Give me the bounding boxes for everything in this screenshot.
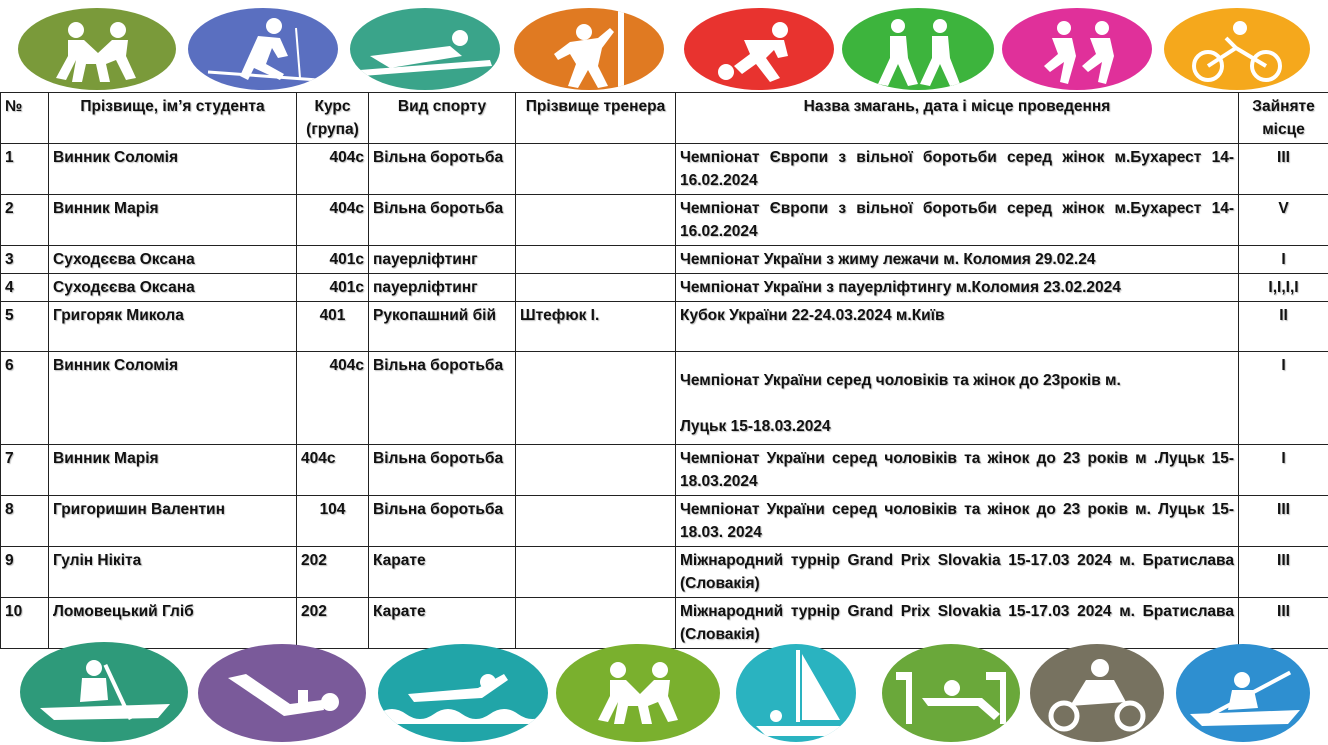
- cell-event: Чемпіонат Європи з вільної боротьби серед жінок м.Бухарест 14-16.02.2024: [676, 195, 1239, 246]
- cell-course: 404с: [297, 195, 369, 246]
- header-num: №: [1, 93, 49, 144]
- cell-name: Ломовецький Гліб: [49, 598, 297, 649]
- cell-sport: Карате: [369, 598, 516, 649]
- kayak-icon: [1176, 644, 1310, 742]
- cell-name: Винник Соломія: [49, 352, 297, 445]
- cell-coach: [516, 246, 676, 274]
- cell-course: 401с: [297, 274, 369, 302]
- cell-course: 104: [297, 496, 369, 547]
- cell-num: 2: [1, 195, 49, 246]
- cell-name: Суходєєва Оксана: [49, 246, 297, 274]
- swimming-icon: [378, 644, 548, 742]
- table-row: [1, 445, 1328, 496]
- cell-event: Чемпіонат України серед чоловіків та жінок до 23 років м. Луцьк 15-18.03. 2024: [676, 496, 1239, 547]
- header-coach: Прізвище тренера: [516, 93, 676, 144]
- table-row: [1, 246, 1328, 274]
- cell-num: 1: [1, 144, 49, 195]
- wrestling-icon: [18, 8, 176, 90]
- cell-name: Гулін Нікіта: [49, 547, 297, 598]
- cell-num: 4: [1, 274, 49, 302]
- cell-coach: [516, 195, 676, 246]
- football-icon: [684, 8, 834, 90]
- table-row: [1, 302, 1328, 352]
- cell-sport: Вільна боротьба: [369, 144, 516, 195]
- cell-course: 202: [297, 547, 369, 598]
- table-row: [1, 195, 1328, 246]
- cell-num: 5: [1, 302, 49, 352]
- bottom-sports-banner: [0, 636, 1328, 745]
- cell-place: I: [1239, 445, 1328, 496]
- header-sport: Вид спорту: [369, 93, 516, 144]
- cell-num: 7: [1, 445, 49, 496]
- table-row: [1, 352, 1328, 445]
- cell-place: III: [1239, 496, 1328, 547]
- cell-place: III: [1239, 598, 1328, 649]
- skeleton-icon: [350, 8, 500, 90]
- cell-place: I,I,I,I: [1239, 274, 1328, 302]
- cell-sport: пауерліфтинг: [369, 274, 516, 302]
- cell-course: 404с: [297, 445, 369, 496]
- cell-course: 401с: [297, 246, 369, 274]
- cell-event: Міжнародний турнір Grand Prix Slovakia 15-17.03 2024 м. Братислава (Словакія): [676, 547, 1239, 598]
- cell-place: V: [1239, 195, 1328, 246]
- cell-coach: [516, 547, 676, 598]
- cell-sport: пауерліфтинг: [369, 246, 516, 274]
- cell-event: Чемпіонат України з жиму лежачи м. Коломия 29.02.24: [676, 246, 1239, 274]
- cell-coach: [516, 496, 676, 547]
- table-header-row: [1, 93, 1328, 144]
- competition-results-table: [0, 92, 1328, 649]
- cell-name: Григоришин Валентин: [49, 496, 297, 547]
- cell-place: II: [1239, 302, 1328, 352]
- cell-sport: Рукопашний бій: [369, 302, 516, 352]
- cell-coach: [516, 445, 676, 496]
- table-row: [1, 274, 1328, 302]
- hiking-icon: [842, 8, 994, 90]
- event-line-1: Чемпіонат України серед чоловіків та жінок до 23років м.: [680, 372, 1121, 389]
- cell-course: 404с: [297, 144, 369, 195]
- diving-icon: [198, 644, 366, 742]
- cell-event: Чемпіонат України серед чоловіків та жінок до 23 років м .Луцьк 15-18.03.2024: [676, 445, 1239, 496]
- cell-event: [676, 352, 1239, 445]
- motocross-icon: [1030, 644, 1164, 742]
- cell-course: 404с: [297, 352, 369, 445]
- top-sports-banner: [0, 0, 1328, 92]
- cell-place: III: [1239, 144, 1328, 195]
- cell-course: 202: [297, 598, 369, 649]
- gymnastics-icon: [882, 644, 1020, 742]
- cell-event: Чемпіонат Європи з вільної боротьби серед жінок м.Бухарест 14-16.02.2024: [676, 144, 1239, 195]
- cycling-icon: [1164, 8, 1310, 90]
- cell-name: Винник Марія: [49, 195, 297, 246]
- wrestling-icon: [556, 644, 720, 742]
- table-row: [1, 144, 1328, 195]
- cell-num: 3: [1, 246, 49, 274]
- climbing-icon: [514, 8, 664, 90]
- header-place: Зайняте місце: [1239, 93, 1328, 144]
- skiing-icon: [188, 8, 338, 90]
- cell-sport: Карате: [369, 547, 516, 598]
- cell-num: 10: [1, 598, 49, 649]
- cell-name: Винник Соломія: [49, 144, 297, 195]
- header-event: Назва змагань, дата і місце проведення: [676, 93, 1239, 144]
- cell-coach: [516, 352, 676, 445]
- cell-place: III: [1239, 547, 1328, 598]
- table-row: [1, 496, 1328, 547]
- cell-coach: Штефюк І.: [516, 302, 676, 352]
- cell-sport: Вільна боротьба: [369, 352, 516, 445]
- header-course: Курс (група): [297, 93, 369, 144]
- cell-event: Кубок України 22-24.03.2024 м.Київ: [676, 302, 1239, 352]
- cell-num: 6: [1, 352, 49, 445]
- header-name: Прізвище, ім’я студента: [49, 93, 297, 144]
- table-row: [1, 547, 1328, 598]
- cell-sport: Вільна боротьба: [369, 195, 516, 246]
- cell-name: Суходєєва Оксана: [49, 274, 297, 302]
- cell-event: Чемпіонат України з пауерліфтингу м.Коломия 23.02.2024: [676, 274, 1239, 302]
- cell-course: 401: [297, 302, 369, 352]
- cell-sport: Вільна боротьба: [369, 445, 516, 496]
- running-icon: [1002, 8, 1152, 90]
- cell-coach: [516, 144, 676, 195]
- cell-coach: [516, 274, 676, 302]
- cell-num: 9: [1, 547, 49, 598]
- cell-event: Міжнародний турнір Grand Prix Slovakia 15-17.03 2024 м. Братислава (Словакія): [676, 598, 1239, 649]
- cell-sport: Вільна боротьба: [369, 496, 516, 547]
- cell-num: 8: [1, 496, 49, 547]
- event-line-2: Луцьк 15-18.03.2024: [680, 418, 831, 435]
- sailing-icon: [736, 644, 856, 742]
- canoe-icon: [20, 642, 188, 742]
- cell-name: Винник Марія: [49, 445, 297, 496]
- cell-place: I: [1239, 246, 1328, 274]
- cell-name: Григоряк Микола: [49, 302, 297, 352]
- cell-place: I: [1239, 352, 1328, 445]
